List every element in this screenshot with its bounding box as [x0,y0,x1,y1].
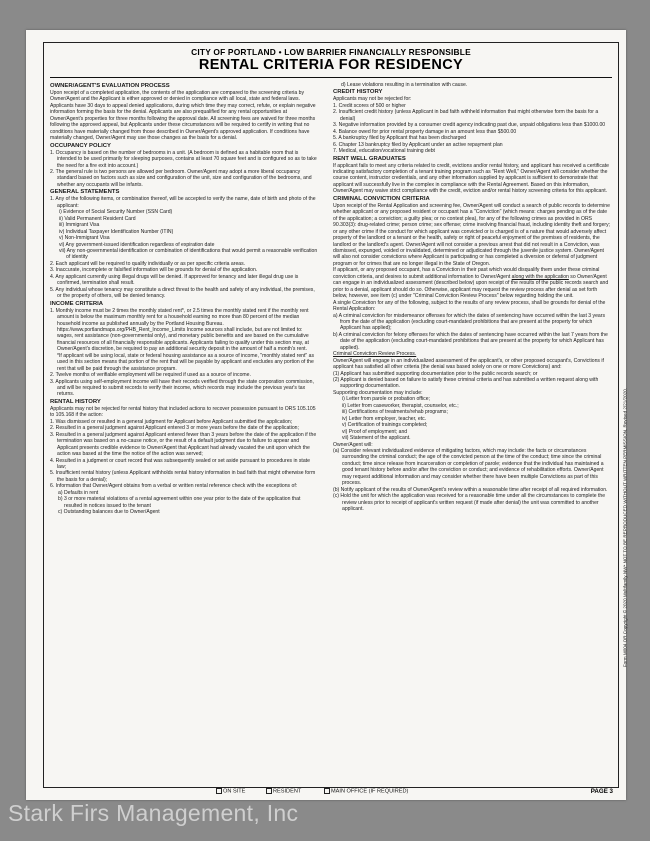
criminal-item-a: a) A criminal conviction for misdemeanor offenses for which the dates of sentencing have occurred within the last 3 years from the date of the application (excluding court-mandated prohibitions that are present at the property for which Applicant has applied); [333,312,605,332]
rental-history-item-6: 6. Information that Owner/Agent obtains from a verbal or written rental reference check with the exceptions of: [50,483,298,490]
right-column [333,82,611,513]
review-item-2: (2) Applicant is denied based on failure to satisfy these criminal criteria and has submitted a written request along with supporting documentation. [333,377,599,390]
owner-paragraph-1: Upon receipt of a completed application, the contents of the application are compared to the screening criteria by Owner/Agent and the Applicant is either approved or denied in compliance with all local, state and federal laws. [50,90,304,103]
id-list-item: vii) Any non-governmental identification or combination of identifications that would permit a reasonable verification of identity [59,247,318,261]
resident-checkbox[interactable] [266,788,272,794]
watermark-text: Stark Firs Management, Inc [8,800,299,826]
credit-heading: CREDIT HISTORY [333,89,383,96]
criminal-paragraph-2 [333,267,611,299]
id-list [50,209,318,261]
rental-history-heading: RENTAL HISTORY [50,398,101,405]
docs-list-item: ii) Letter from caseworker, therapist, counselor, etc.; [342,402,459,409]
income-item-1: 1. Monthly income must be 2 times the monthly stated rent*, or 2.5 times the monthly stated rent if the monthly rent amount is below the maximum monthly rent for a household earning no more than 80 percent of the median household income as published annually by the Portland Housing Bureau. https://www.portlandmaps.org/PHB_Rent_Income_Limits Income sources shall include, but are not limited to: wages, rent assistance (non-governmental only), and monetary public benefits and are based on the cumulative financial resources of all financially responsible applicants. Applicants failing to qualify under this section may, at Owner/Agent's discretion, be required to pay an additional security deposit in the amount of half a month's rent. [50,307,309,353]
income-heading: INCOME CRITERIA [50,300,104,307]
id-list-item: ii) Valid Permanent Resident Card [59,215,136,222]
footer-resident [266,788,301,794]
footer-on-site [216,788,245,794]
docs-intro: Supporting documentation may include: [333,389,423,396]
left-column [50,82,318,516]
owner-will: Owner/Agent will: [333,441,373,448]
occupancy-heading: OCCUPANCY POLICY [50,142,111,149]
owner-will-item-a: (a) Consider relevant individualized evidence of mitigating factors, which may include: the facts or circumstances surrounding the criminal conduct; the age of the convicted person at the time of the conduct; time since the criminal conduct; time since release from incarceration or completion of parole; evidence that the individual has maintained a good tenant history before and/or after the conviction or conduct; and evidence of rehabilitation efforts. Owner/Agent may request additional information and may consider whether there have been multiple Convictions as part of this process. [333,448,604,487]
review-paragraph-1: Owner/Agent will engage in an individualized assessment of the applicant's, or other proposed occupant's, Convictions if applicant has satisfied all other criteria (the denial was based solely on one or more Convictions) and: [333,357,604,371]
credit-list-item: 6. Chapter 13 bankruptcy filed by Applicant under an active repayment plan [333,141,503,148]
income-item-3: 3. Applicants using self-employment income will have their records verified through the state corporation commission, and will be required to submit records to verify their income, which records may include the previous year's tax returns. [50,378,314,398]
credit-list-item: 7. Medical, education/vocational training debt [333,148,435,155]
general-item-2: 2. Each applicant will be required to qualify individually or as per specific criteria areas. [50,260,246,267]
income-note: *If applicant will be using local, state or federal housing assistance as a source of income, "monthly stated rent" as used in this section means that portion of the rent that will be payable by applicant and excludes any portion of the rent that will be paid through the assistance program. [57,352,315,372]
id-list-item: iii) Immigrant Visa [59,222,100,229]
credit-list-item: 3. Negative information provided by a consumer credit agency indicating past due, unpaid obligations less than $1000.00 [333,122,606,129]
main-office-checkbox[interactable] [324,788,330,794]
main-office-label: MAIN OFFICE (IF REQUIRED) [331,788,409,795]
docs-list [333,396,611,441]
document-title: RENTAL CRITERIA FOR RESIDENCY [198,57,464,73]
id-list-item: v) Non-Immigrant Visa [59,235,110,242]
rental-exceptions-list [50,490,318,516]
general-heading: GENERAL STATEMENTS [50,189,120,196]
general-item-1: 1. Any of the following items, or combination thereof, will be accepted to verify the name, date of birth and photo of the applicant: [50,196,316,209]
rental-exception-item: b) 3 or more material violations of a rental agreement within one year prior to the date of the application that resulted in notices issued to the tenant [58,496,301,509]
rental-exception-item: c) Outstanding balances due to Owner/Agent [58,509,160,516]
rent-well-paragraph: If applicant fails to meet any criteria related to credit, evictions and/or rental history, and applicant has received a certificate indicating satisfactory completion of a tenant training program such as "Rent Well," Owner/Agent will consider whether the course content, instructor credentials, and any other information supplied by applicant is sufficient to demonstrate that applicant will successfully live in the complex in compliance with the Rental Agreement. Based on this information, Owner/Agent may waive strict compliance with the credit, eviction and/or rental history screening criteria for this applicant. [333,162,609,195]
credit-list-item: 5. A bankruptcy filed by Applicant that has been discharged [333,135,467,142]
occupancy-item-1: 1. Occupancy is based on the number of bedrooms in a unit. (A bedroom is defined as a habitable room that is intended to be used primarily for sleeping purposes, contains at least 70 square feet and is configured so as to take the need for a fire exit into account.) [50,149,317,169]
owner-paragraph-2: Applicants have 30 days to appeal denied applications, during which time they may correct, refute, or explain negative information forming the basis for the denial. Applicants are also prequalified for any rental opportunities at Owner/Agent's properties for three months following the approval date. All screening fees are waived for three months following the approved appeal, but Applicants under these circumstances will be required to certify in writing that no conditions have materially changed from those described in Owner/Agent's approved application. If conditions have materially changed, Owner/Agent may use those changes as the basis for a denial. [50,102,316,142]
document-frame [43,42,619,788]
id-list-item: i) Evidence of Social Security Number (SSN Card) [59,209,173,216]
header-city-line: CITY OF PORTLAND • LOW BARRIER FINANCIALLY RESPONSIBLE [191,47,471,57]
credit-intro: Applicants may not be rejected for: [333,96,412,103]
criminal-p2-start: If applicant, or any proposed occupant, has a Conviction in their past which would disqualify them under these criminal conviction criteria, and desires to submit additional information to Owner/Agent [333,267,600,280]
docs-list-item: vi) Proof of employment; and [342,428,408,435]
on-site-label: ON SITE [223,788,246,795]
docs-list-item: iv) Letter from employer, teacher, etc. [342,415,427,422]
credit-list [333,103,611,155]
credit-list-item: 1. Credit scores of 500 or higher [333,102,406,109]
rental-history-item-1: 1. Was dismissed or resulted in a general judgment for Applicant before Applicant submitted the application; [50,418,293,425]
footer-main-office [324,788,408,794]
review-item-1: (1) Applicant has submitted supporting documentation prior to the public records search; or [333,370,538,377]
rental-exception-item-d: d) Lease violations resulting in a termination with cause. [341,82,468,88]
rental-exception-item: a) Defaults in rent [58,489,99,496]
document-page [26,30,626,800]
owner-will-item-c: (c) Hold the unit for which the application was received for a reasonable time under all the circumstances to complete the review unless prior to receipt of applicant's written request (if made after denial) the unit was committed to another applicant. [333,493,606,513]
rental-history-item-2: 2. Resulted in a general judgment against Applicant entered 3 or more years before the date of the application; [50,425,299,432]
copyright-side-note [620,300,629,760]
criminal-heading: CRIMINAL CONVICTION CRITERIA [333,195,430,202]
docs-list-item: iii) Certifications of treatments/rehab programs; [342,409,448,416]
rent-well-heading: RENT WELL GRADUATES [333,155,406,162]
rental-history-item-3: 3. Resulted in a general judgment against Applicant entered fewer than 3 years before the date of the application if the termination was based on a no-cause notice, or the result of a default judgment due to failure to appear and Applicant presents credible evidence to Owner/Agent that Applicant had already vacated the unit upon which the action was based at the time the notice of the action was served; [50,431,317,458]
criminal-item-b: b) A criminal conviction for felony offenses for which the dates of sentencing have occurred within the last 7 years from the date of the application (excluding court-mandated prohibitions that are present at the property for which Applicant has applied). [333,331,608,351]
criminal-p2-underline: along with the application [511,273,569,280]
credit-list-item: 4. Balance owed for prior rental property damage in an amount less than $500.00 [333,128,517,135]
resident-label: RESIDENT [273,788,302,795]
id-list-item: iv) Individual Taxpayer Identification Number (ITIN) [59,228,174,235]
general-item-3: 3. Inaccurate, incomplete or falsified information will be grounds for denial of the application. [50,267,258,274]
id-list-item: vi) Any government-issued identification regardless of expiration date [59,241,215,248]
docs-list-item: i) Letter from parole or probation office; [342,396,430,403]
header-rule [50,77,612,78]
rental-history-item-5: 5. Insufficient rental history (unless Applicant withholds rental history information in bad faith that might otherwise form the basis for a denial); [50,470,316,483]
criminal-paragraph-3: A single Conviction for any of the following, subject to the results of any review process, shall be grounds for denial of the Rental Application: [333,299,606,313]
docs-list-item: vii) Statement of the applicant. [342,435,411,442]
rental-history-intro: Applicants may not be rejected for rental history that included actions to recover possession pursuant to ORS 105.105 to 105.168 if the action: [50,405,316,419]
criminal-paragraph-1: Upon receipt of the Rental Application and screening fee, Owner/Agent will conduct a search of public records to determine whether applicant or any proposed resident or occupant has a "Conviction" (which means: charges pending as of the date of the application; a conviction; a guilty plea; or no contest plea), for any of the following crimes as provided in ORS 90.303(3): drug-related crime; person crime; sex offense; crime involving financial fraud, including identity theft and forgery; or any other crime if the conduct for which applicant was convicted or is charged is of a nature that would adversely affect property of the landlord or a tenant or the health, safety or right of peaceful enjoyment of the premises of residents, the landlord or the landlord's agent. Owner/Agent will not consider a previous arrest that did not result in a Conviction, was dismissed, expunged, voided or invalidated, determined or adjudicated through the juvenile justice system. Owner/Agent will also not consider convictions where Applicant is participating or has completed a diversion or deferral of judgment program or for crimes that are no longer illegal in the State of Oregon. [333,202,611,267]
docs-list-item: v) Certification of trainings completed; [342,422,428,429]
credit-list-item: 2. Insufficient credit history (unless Applicant in bad faith withheld information that might otherwise form the basis for a denial) [333,109,599,122]
copyright-text: Form M004 OR Copyright © 2020 Multifamily NW* NOT TO BE REPRODUCED WITHOUT WRITTEN PERMISSION. Revised 2/21/2020. [622,387,628,668]
rental-history-item-4: 4. Resulted in a judgment or court record that was subsequently sealed or set aside pursuant to procedures in state law; [50,457,310,471]
criminal-p2-end: so Owner/Agent can engage in an individualized assessment (described below) upon receipt of the results of the public records search and prior to a denial, applicant should do so. Otherwise, applicant may request the review process after denial as set forth below, however, see item (c) under "Criminal Conviction Review Process" below regarding holding the unit. [333,273,609,300]
owner-will-item-b: (b) Notify applicant of the results of Owner/Agent's review within a reasonable time after receipt of all required information. [333,486,608,493]
income-item-2: 2. Twelve months of verifiable employment will be required if used as a source of income. [50,372,251,379]
owner-heading: OWNER/AGENT'S EVALUATION PROCESS [50,83,170,89]
occupancy-item-2: 2. The general rule is two persons are allowed per bedroom. Owner/Agent may adopt a more liberal occupancy standard based on factors such as size and configuration of the unit, size and configuration of the bedrooms, and whether any occupants will be infants. [50,168,312,188]
on-site-checkbox[interactable] [216,788,222,794]
page-number: PAGE 3 [590,788,613,795]
review-process-heading: Criminal Conviction Review Process. [333,351,417,358]
general-item-5: 5. Any individual whose tenancy may constitute a direct threat to the health and safety of any individual, the premises, or the property of others, will be denied tenancy. [50,286,315,300]
general-item-4: 4. Any applicant currently using illegal drugs will be denied. If approved for tenancy and later illegal drug use is confirmed, termination shall result. [50,273,299,287]
